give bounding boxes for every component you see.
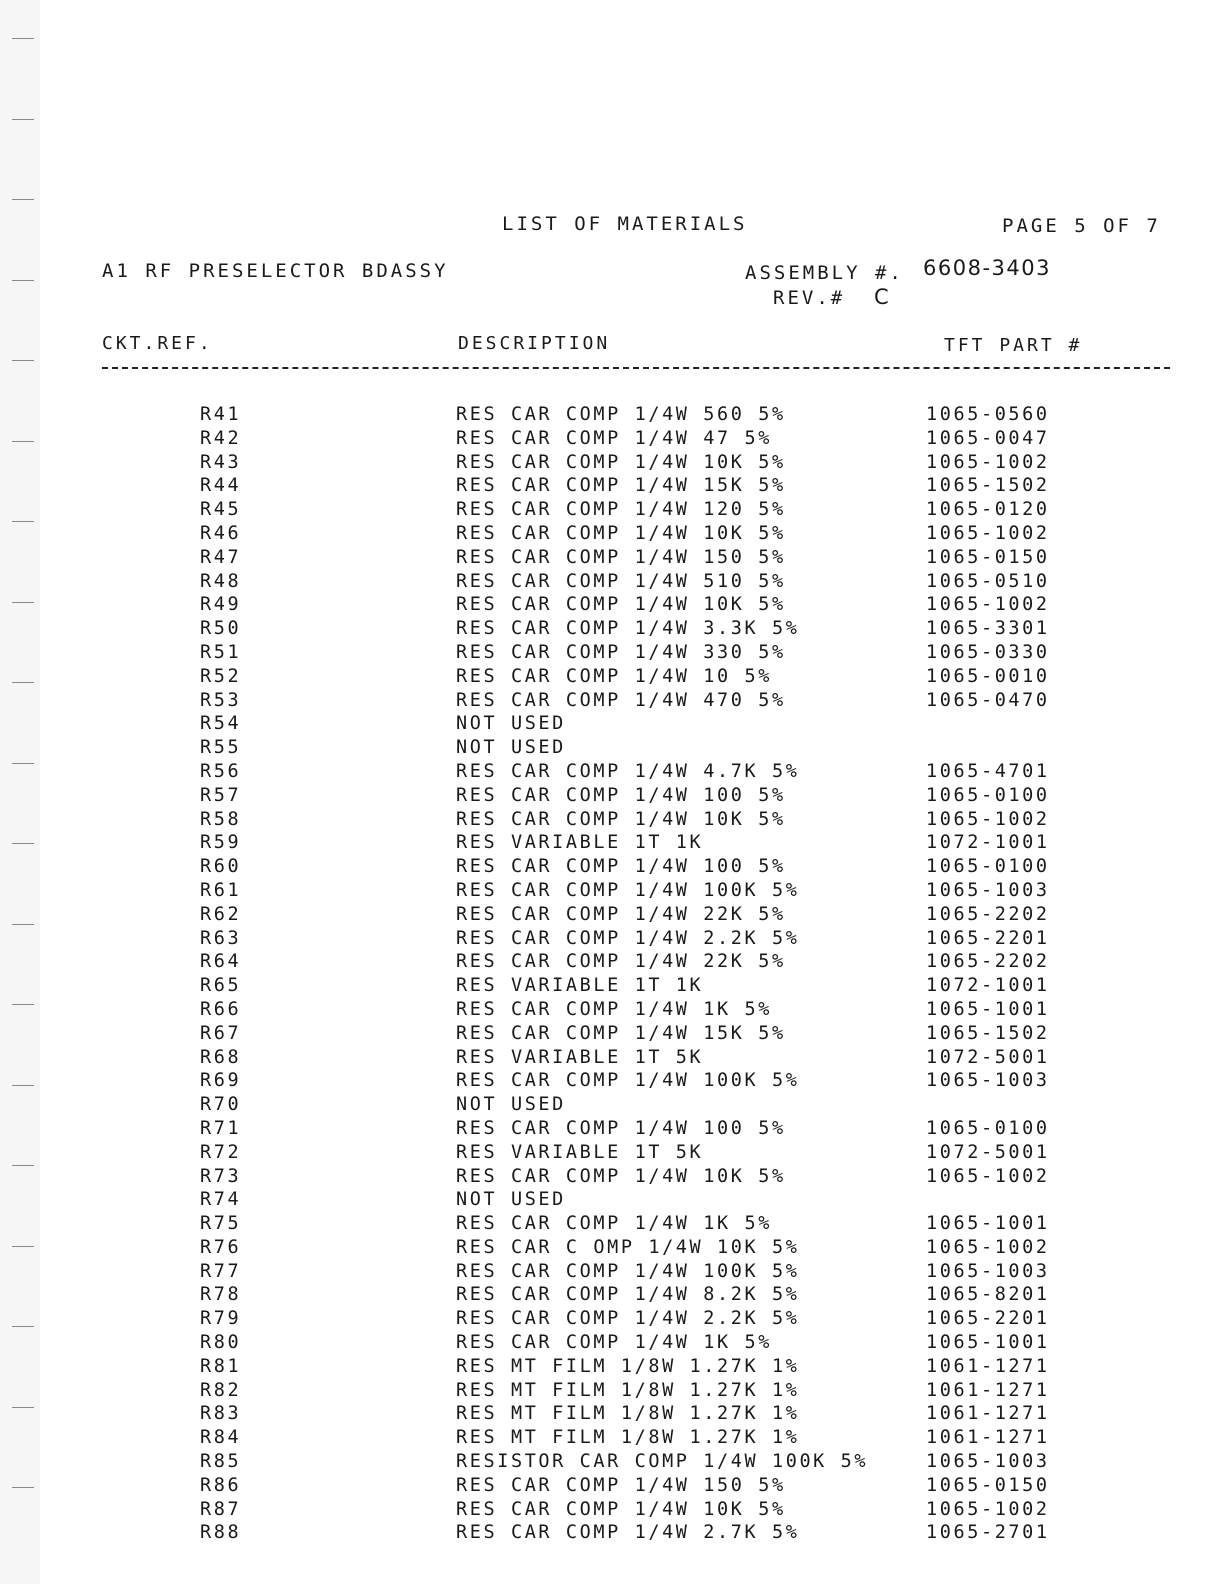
cell-description: RES CAR COMP 1/4W 2.2K 5% [456,927,800,949]
cell-description: RES CAR COMP 1/4W 15K 5% [456,1022,786,1044]
cell-description: NOT USED [456,737,566,759]
cell-ckt-ref: R85 [200,1451,242,1473]
assembly-label: ASSEMBLY #. [745,262,904,284]
cell-ckt-ref: R73 [200,1165,242,1187]
table-row [0,665,1224,689]
cell-ckt-ref: R83 [200,1403,242,1425]
table-row [0,1212,1224,1236]
cell-ckt-ref: R69 [200,1070,242,1092]
cell-description: NOT USED [456,1189,566,1211]
table-row [0,855,1224,879]
cell-ckt-ref: R63 [200,927,242,949]
cell-ckt-ref: R56 [200,760,242,782]
cell-description: RES MT FILM 1/8W 1.27K 1% [456,1379,800,1401]
cell-description: RES CAR COMP 1/4W 22K 5% [456,903,786,925]
cell-ckt-ref: R72 [200,1141,242,1163]
cell-part-number: 1061-1271 [926,1403,1050,1425]
column-header-part: TFT PART # [944,335,1083,356]
table-row [0,831,1224,855]
table-row [0,1402,1224,1426]
margin-mark [12,38,34,39]
table-row [0,451,1224,475]
table-row [0,1260,1224,1284]
table-row [0,712,1224,736]
table-row [0,903,1224,927]
cell-part-number: 1065-0010 [926,665,1050,687]
cell-ckt-ref: R41 [200,404,242,425]
table-row [0,403,1224,427]
table-row [0,593,1224,617]
cell-part-number: 1065-1002 [926,522,1050,544]
cell-ckt-ref: R44 [200,475,242,497]
cell-part-number: 1061-1271 [926,1379,1050,1401]
cell-part-number: 1065-0330 [926,641,1050,663]
cell-ckt-ref: R60 [200,856,242,878]
cell-description: RES CAR COMP 1/4W 100K 5% [456,1070,800,1092]
table-row [0,1165,1224,1189]
cell-description: RES CAR COMP 1/4W 47 5% [456,427,772,449]
document-title: LIST OF MATERIALS [502,213,748,235]
cell-part-number: 1065-1002 [926,808,1050,830]
cell-part-number: 1065-1001 [926,1332,1050,1354]
cell-part-number: 1072-1001 [926,832,1050,854]
cell-ckt-ref: R59 [200,832,242,854]
cell-ckt-ref: R51 [200,641,242,663]
cell-description: NOT USED [456,1094,566,1116]
cell-description: RES CAR COMP 1/4W 100 5% [456,1117,786,1139]
cell-part-number: 1065-1001 [926,1213,1050,1235]
cell-description: RES CAR C OMP 1/4W 10K 5% [456,1236,800,1258]
table-row [0,1426,1224,1450]
cell-description: RES CAR COMP 1/4W 10K 5% [456,808,786,830]
cell-description: RES CAR COMP 1/4W 1K 5% [456,1213,772,1235]
cell-part-number: 1065-1003 [926,1260,1050,1282]
cell-ckt-ref: R53 [200,689,242,711]
cell-description: RES CAR COMP 1/4W 560 5% [456,404,786,425]
cell-part-number: 1065-0120 [926,499,1050,521]
cell-ckt-ref: R80 [200,1332,242,1354]
cell-description: RES CAR COMP 1/4W 1K 5% [456,1332,772,1354]
cell-ckt-ref: R84 [200,1427,242,1449]
cell-description: RES CAR COMP 1/4W 22K 5% [456,951,786,973]
cell-part-number: 1065-0100 [926,1117,1050,1139]
cell-description: RES CAR COMP 1/4W 15K 5% [456,475,786,497]
cell-ckt-ref: R49 [200,594,242,616]
cell-part-number: 1065-2701 [926,1522,1050,1544]
cell-part-number: 1065-2201 [926,927,1050,949]
materials-table [0,403,1224,1545]
table-row [0,641,1224,665]
table-row [0,522,1224,546]
cell-description: RES CAR COMP 1/4W 2.7K 5% [456,1522,800,1544]
table-row [0,808,1224,832]
table-row [0,784,1224,808]
cell-description: RES CAR COMP 1/4W 4.7K 5% [456,760,800,782]
cell-ckt-ref: R52 [200,665,242,687]
margin-mark [12,199,34,200]
cell-description: RES CAR COMP 1/4W 120 5% [456,499,786,521]
cell-part-number: 1065-1003 [926,1451,1050,1473]
cell-part-number: 1065-1002 [926,1236,1050,1258]
cell-ckt-ref: R81 [200,1355,242,1377]
cell-ckt-ref: R68 [200,1046,242,1068]
table-row [0,879,1224,903]
cell-description: RES CAR COMP 1/4W 100 5% [456,856,786,878]
cell-part-number: 1065-0150 [926,1474,1050,1496]
table-row [0,689,1224,713]
table-row [0,1450,1224,1474]
cell-ckt-ref: R43 [200,451,242,473]
cell-ckt-ref: R70 [200,1094,242,1116]
cell-description: RES CAR COMP 1/4W 100 5% [456,784,786,806]
cell-part-number: 1065-1003 [926,1070,1050,1092]
cell-ckt-ref: R76 [200,1236,242,1258]
cell-description: RES CAR COMP 1/4W 150 5% [456,1474,786,1496]
cell-description: RES CAR COMP 1/4W 2.2K 5% [456,1308,800,1330]
cell-ckt-ref: R57 [200,784,242,806]
cell-description: RES CAR COMP 1/4W 10K 5% [456,1165,786,1187]
cell-description: RES CAR COMP 1/4W 10K 5% [456,1498,786,1520]
column-header-ref: CKT.REF. [102,333,213,354]
cell-ckt-ref: R78 [200,1284,242,1306]
table-row [0,546,1224,570]
table-row [0,570,1224,594]
cell-part-number: 1065-0470 [926,689,1050,711]
cell-description: RES MT FILM 1/8W 1.27K 1% [456,1403,800,1425]
table-row [0,1188,1224,1212]
cell-part-number: 1065-0510 [926,570,1050,592]
assembly-name: A1 RF PRESELECTOR BDASSY [102,260,449,282]
cell-ckt-ref: R67 [200,1022,242,1044]
cell-description: RES CAR COMP 1/4W 510 5% [456,570,786,592]
table-row [0,736,1224,760]
table-row [0,1046,1224,1070]
table-row [0,1022,1224,1046]
table-row [0,1236,1224,1260]
cell-part-number: 1065-0047 [926,427,1050,449]
page-number: PAGE 5 OF 7 [1002,215,1161,237]
cell-ckt-ref: R88 [200,1522,242,1544]
cell-description: RES VARIABLE 1T 5K [456,1141,704,1163]
margin-mark [12,119,34,120]
table-row [0,1521,1224,1545]
rev-label: REV.# [773,287,846,309]
cell-description: RESISTOR CAR COMP 1/4W 100K 5% [456,1451,869,1473]
margin-mark [12,280,34,281]
table-row [0,1498,1224,1522]
cell-description: RES CAR COMP 1/4W 1K 5% [456,998,772,1020]
cell-part-number: 1072-5001 [926,1141,1050,1163]
cell-ckt-ref: R66 [200,998,242,1020]
cell-part-number: 1061-1271 [926,1355,1050,1377]
table-row [0,1069,1224,1093]
cell-ckt-ref: R46 [200,522,242,544]
cell-description: RES CAR COMP 1/4W 330 5% [456,641,786,663]
cell-ckt-ref: R74 [200,1189,242,1211]
cell-description: RES CAR COMP 1/4W 100K 5% [456,879,800,901]
table-row [0,427,1224,451]
cell-part-number: 1072-5001 [926,1046,1050,1068]
cell-description: RES CAR COMP 1/4W 150 5% [456,546,786,568]
cell-description: RES CAR COMP 1/4W 470 5% [456,689,786,711]
cell-part-number: 1065-1002 [926,451,1050,473]
cell-description: RES MT FILM 1/8W 1.27K 1% [456,1355,800,1377]
cell-part-number: 1065-1502 [926,475,1050,497]
cell-part-number: 1065-3301 [926,618,1050,640]
cell-description: RES CAR COMP 1/4W 100K 5% [456,1260,800,1282]
cell-ckt-ref: R62 [200,903,242,925]
assembly-number: 6608-3403 [923,256,1051,280]
cell-ckt-ref: R64 [200,951,242,973]
cell-part-number: 1061-1271 [926,1427,1050,1449]
margin-mark [12,360,34,361]
cell-part-number: 1065-1001 [926,998,1050,1020]
cell-description: RES CAR COMP 1/4W 3.3K 5% [456,618,800,640]
table-row [0,1093,1224,1117]
cell-ckt-ref: R48 [200,570,242,592]
cell-part-number: 1065-1003 [926,879,1050,901]
table-row [0,498,1224,522]
cell-part-number: 1065-0560 [926,404,1050,425]
table-row [0,974,1224,998]
cell-ckt-ref: R75 [200,1213,242,1235]
cell-ckt-ref: R86 [200,1474,242,1496]
cell-description: RES CAR COMP 1/4W 8.2K 5% [456,1284,800,1306]
cell-part-number: 1072-1001 [926,975,1050,997]
cell-ckt-ref: R77 [200,1260,242,1282]
table-row [0,998,1224,1022]
cell-part-number: 1065-2201 [926,1308,1050,1330]
cell-description: RES CAR COMP 1/4W 10K 5% [456,594,786,616]
cell-description: RES CAR COMP 1/4W 10 5% [456,665,772,687]
table-row [0,760,1224,784]
cell-part-number: 1065-0100 [926,784,1050,806]
table-row [0,950,1224,974]
cell-ckt-ref: R87 [200,1498,242,1520]
cell-part-number: 1065-1502 [926,1022,1050,1044]
cell-ckt-ref: R42 [200,427,242,449]
cell-description: RES CAR COMP 1/4W 10K 5% [456,522,786,544]
table-row [0,617,1224,641]
table-row [0,927,1224,951]
cell-description: RES MT FILM 1/8W 1.27K 1% [456,1427,800,1449]
cell-ckt-ref: R54 [200,713,242,735]
cell-description: RES VARIABLE 1T 1K [456,975,704,997]
cell-ckt-ref: R82 [200,1379,242,1401]
cell-part-number: 1065-0150 [926,546,1050,568]
cell-ckt-ref: R79 [200,1308,242,1330]
table-row [0,1141,1224,1165]
table-row [0,1331,1224,1355]
cell-ckt-ref: R58 [200,808,242,830]
cell-part-number: 1065-2202 [926,903,1050,925]
cell-description: RES CAR COMP 1/4W 10K 5% [456,451,786,473]
cell-ckt-ref: R45 [200,499,242,521]
table-row [0,474,1224,498]
cell-description: RES VARIABLE 1T 5K [456,1046,704,1068]
table-row [0,1307,1224,1331]
table-row [0,1379,1224,1403]
column-header-description: DESCRIPTION [458,333,611,354]
cell-ckt-ref: R47 [200,546,242,568]
cell-part-number: 1065-2202 [926,951,1050,973]
cell-description: NOT USED [456,713,566,735]
header-divider [102,367,1170,369]
cell-ckt-ref: R50 [200,618,242,640]
table-row [0,1474,1224,1498]
table-row [0,1283,1224,1307]
cell-part-number: 1065-1002 [926,1165,1050,1187]
cell-ckt-ref: R61 [200,879,242,901]
cell-part-number: 1065-8201 [926,1284,1050,1306]
cell-ckt-ref: R65 [200,975,242,997]
cell-part-number: 1065-4701 [926,760,1050,782]
cell-ckt-ref: R71 [200,1117,242,1139]
cell-part-number: 1065-1002 [926,1498,1050,1520]
cell-part-number: 1065-0100 [926,856,1050,878]
rev-value: C [874,285,889,309]
cell-description: RES VARIABLE 1T 1K [456,832,704,854]
cell-ckt-ref: R55 [200,737,242,759]
table-row [0,1355,1224,1379]
cell-part-number: 1065-1002 [926,594,1050,616]
table-row [0,1117,1224,1141]
